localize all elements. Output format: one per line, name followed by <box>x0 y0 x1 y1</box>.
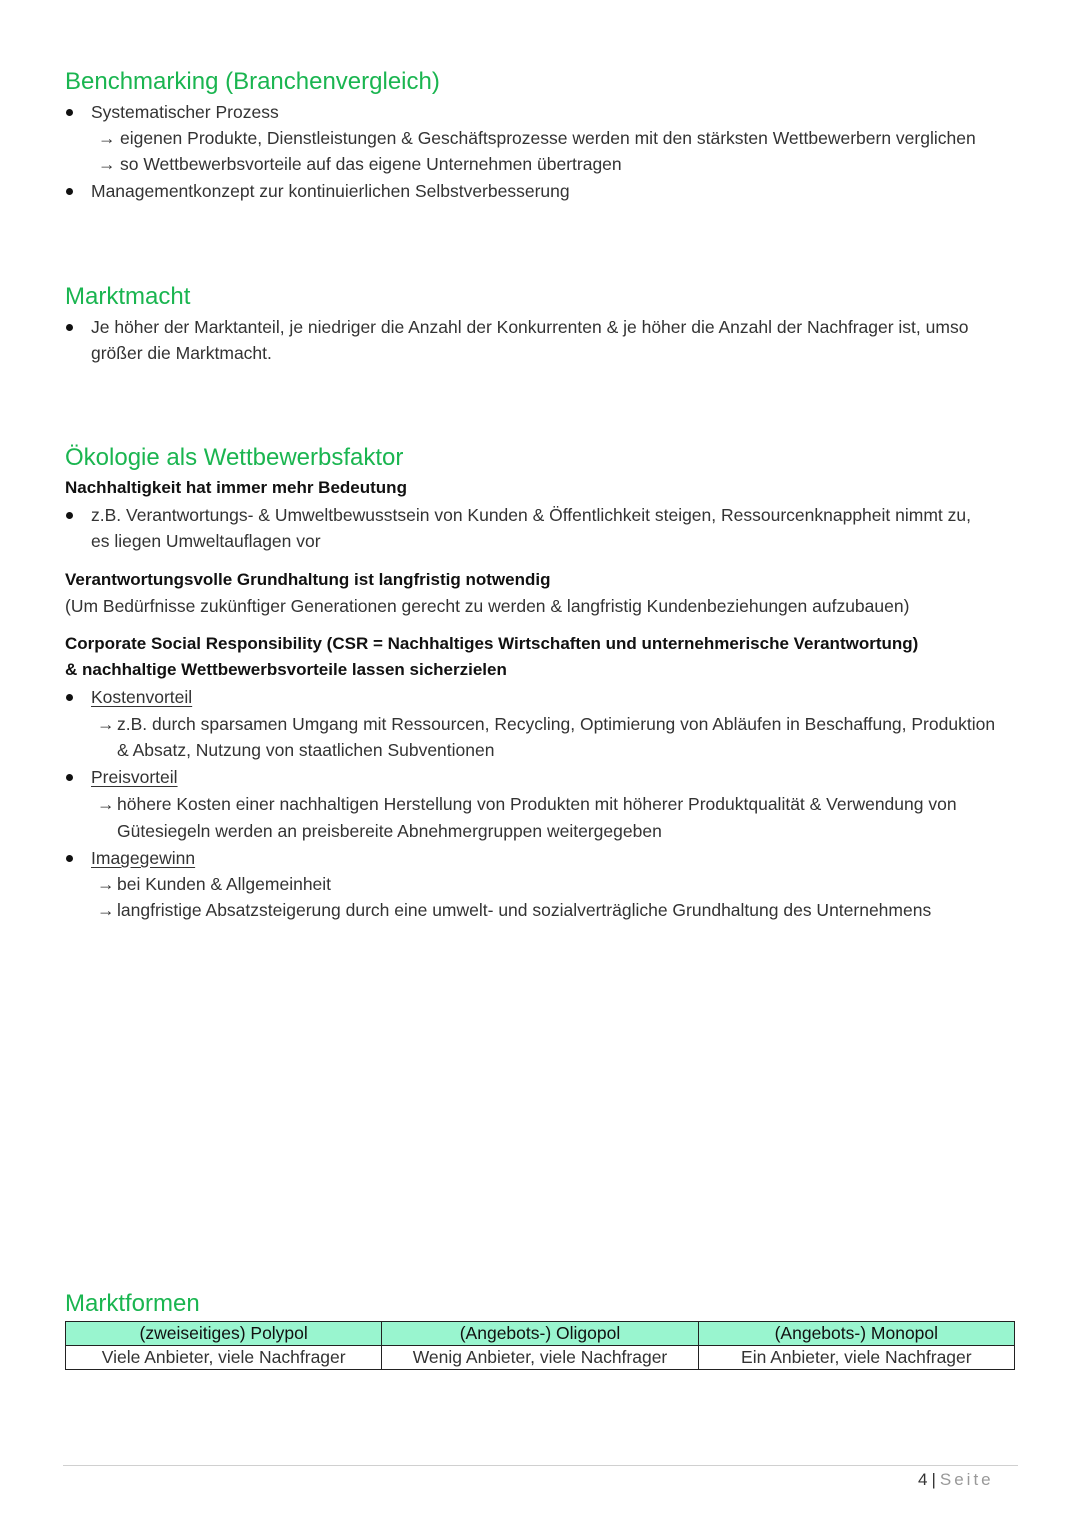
page-number: 4 <box>918 1470 928 1489</box>
footer-label: Seite <box>939 1470 994 1489</box>
subheading-grundhaltung: Verantwortungsvolle Grundhaltung ist langfristig notwendig <box>65 570 551 589</box>
table-header-cell: (zweiseitiges) Polypol <box>66 1322 382 1346</box>
bullet-icon <box>66 855 73 862</box>
bullet-systematischer-prozess: Systematischer Prozess <box>91 102 279 122</box>
footer-divider <box>63 1465 1018 1466</box>
bullet-icon <box>66 188 73 195</box>
label-kostenvorteil: Kostenvorteil <box>91 687 193 707</box>
subheading-csr-line-1: Corporate Social Responsibility (CSR = Nachhaltiges Wirtschaften und unternehmerische Verantwortung) <box>65 634 919 653</box>
heading-oekologie: Ökologie als Wettbewerbsfaktor <box>65 444 404 471</box>
table-cell: Viele Anbieter, viele Nachfrager <box>66 1346 382 1370</box>
nachhaltigkeit-text-line-1: z.B. Verantwortungs- & Umweltbewusstsein von Kunden & Öffentlichkeit steigen, Ressourcenknappheit nimmt zu, <box>91 505 971 525</box>
nachhaltigkeit-text-line-2: es liegen Umweltauflagen vor <box>91 531 321 551</box>
arrow-text: so Wettbewerbsvorteile auf das eigene Unternehmen übertragen <box>120 154 622 174</box>
arrow-icon: → <box>97 900 115 920</box>
arrow-text: eigenen Produkte, Dienstleistungen & Geschäftsprozesse werden mit den stärksten Wettbewerbern verglichen <box>120 128 976 148</box>
arrow-line <box>97 793 957 815</box>
arrow-icon: → <box>97 714 115 734</box>
marktmacht-text-line-1: Je höher der Marktanteil, je niedriger die Anzahl der Konkurrenten & je höher die Anzahl der Nachfrager ist, umso <box>91 317 969 337</box>
page-footer <box>918 1470 994 1490</box>
arrow-text: langfristige Absatzsteigerung durch eine umwelt- und sozialverträgliche Grundhaltung des Unternehmens <box>117 900 932 920</box>
arrow-icon: → <box>98 154 116 174</box>
label-imagegewinn: Imagegewinn <box>91 848 196 868</box>
grundhaltung-note: (Um Bedürfnisse zukünftiger Generationen gerecht zu werden & langfristig Kundenbeziehungen aufzubauen) <box>65 596 910 616</box>
heading-marktmacht: Marktmacht <box>65 283 191 310</box>
footer-separator: | <box>931 1470 936 1489</box>
table-cell: Wenig Anbieter, viele Nachfrager <box>382 1346 698 1370</box>
arrow-icon: → <box>98 128 116 148</box>
arrow-icon: → <box>97 874 115 894</box>
label-preisvorteil: Preisvorteil <box>91 767 178 787</box>
bullet-icon <box>66 109 73 116</box>
arrow-line <box>98 127 976 149</box>
heading-marktformen: Marktformen <box>65 1290 200 1317</box>
bullet-managementkonzept: Managementkonzept zur kontinuierlichen Selbstverbesserung <box>91 181 570 201</box>
marktformen-table <box>65 1321 1015 1370</box>
arrow-line <box>97 713 995 735</box>
marktmacht-text-line-2: größer die Marktmacht. <box>91 343 272 363</box>
arrow-line <box>98 153 622 175</box>
preis-text-line-2: Gütesiegeln werden an preisbereite Abnehmergruppen weitergegeben <box>117 821 662 841</box>
arrow-icon: → <box>97 794 115 814</box>
subheading-nachhaltigkeit: Nachhaltigkeit hat immer mehr Bedeutung <box>65 478 407 497</box>
arrow-text: bei Kunden & Allgemeinheit <box>117 874 332 894</box>
bullet-icon <box>66 774 73 781</box>
bullet-icon <box>66 324 73 331</box>
table-header-cell: (Angebots-) Monopol <box>698 1322 1014 1346</box>
arrow-line <box>97 873 331 895</box>
bullet-icon <box>66 512 73 519</box>
heading-benchmarking: Benchmarking (Branchenvergleich) <box>65 68 440 95</box>
table-header-cell: (Angebots-) Oligopol <box>382 1322 698 1346</box>
subheading-csr-line-2: & nachhaltige Wettbewerbsvorteile lassen sicherzielen <box>65 660 507 679</box>
table-cell: Ein Anbieter, viele Nachfrager <box>698 1346 1014 1370</box>
table-header-row <box>66 1322 1015 1346</box>
bullet-icon <box>66 694 73 701</box>
kosten-text-line-2: & Absatz, Nutzung von staatlichen Subventionen <box>117 740 495 760</box>
arrow-text: höhere Kosten einer nachhaltigen Herstellung von Produkten mit höherer Produktqualität & Verwendung von <box>117 794 957 814</box>
arrow-line <box>97 899 931 921</box>
table-row <box>66 1346 1015 1370</box>
arrow-text: z.B. durch sparsamen Umgang mit Ressourcen, Recycling, Optimierung von Abläufen in Beschaffung, Produktion <box>117 714 996 734</box>
